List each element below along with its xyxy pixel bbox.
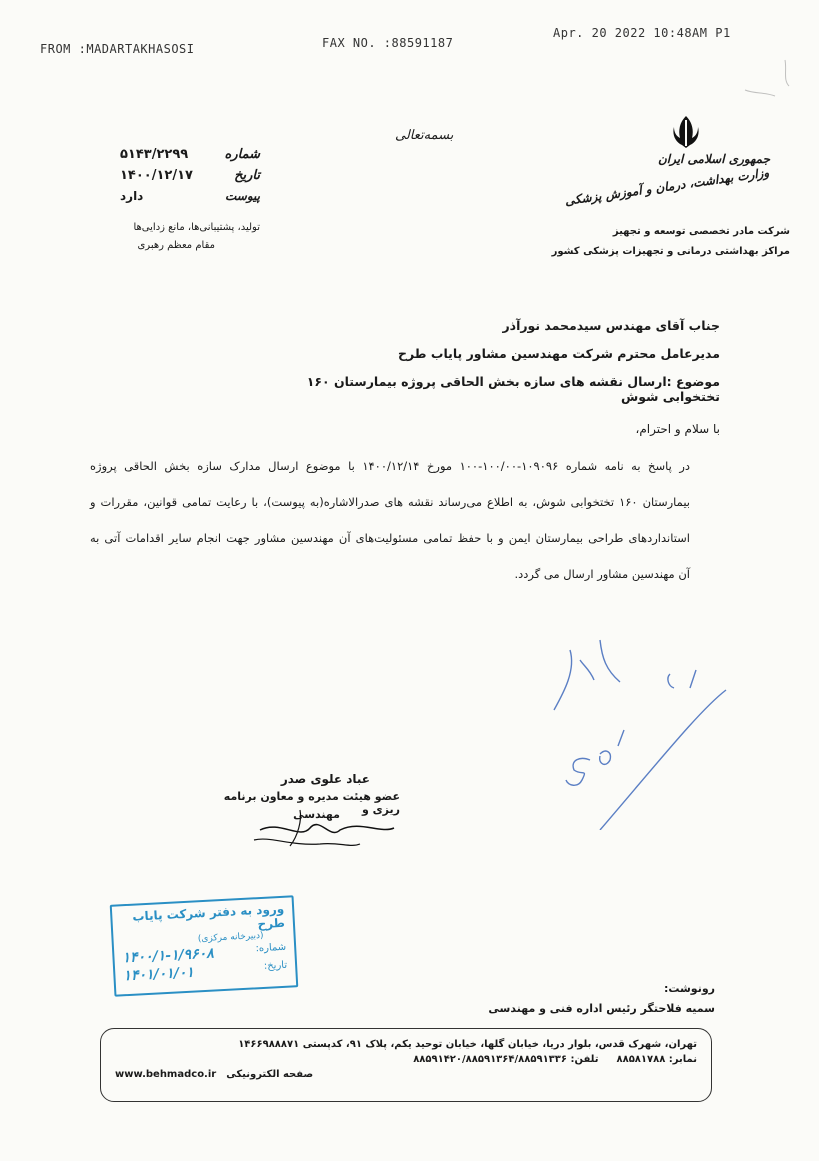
slogan-source: مقام معظم رهبری xyxy=(137,240,215,251)
footer-fax: نمابر: ۸۸۵۸۱۷۸۸ xyxy=(616,1054,697,1065)
fax-date-page: Apr. 20 2022 10:48AM P1 xyxy=(553,26,731,40)
letter-attachment-row xyxy=(120,186,260,206)
org-name-2: مراکز بهداشتی درمانی و تجهیزات پزشکی کشور xyxy=(551,246,790,257)
invocation: بسمه‌تعالی xyxy=(395,128,454,143)
footer-contact-box xyxy=(100,1028,712,1102)
letter-attachment-value: دارد xyxy=(120,189,144,203)
letter-number-row xyxy=(120,144,260,166)
iran-emblem-icon xyxy=(666,112,706,152)
letter-date-label: تاریخ xyxy=(234,168,260,183)
letter-body xyxy=(90,448,690,592)
letter-meta xyxy=(120,144,260,206)
body-line-4: آن مهندسین مشاور ارسال می گردد. xyxy=(514,567,690,581)
stamp-date-label: تاریخ: xyxy=(263,959,288,972)
greeting: با سلام و احترام، xyxy=(635,422,720,436)
stamp-date-value: ۱۴۰۱/۰۱/۰۱ xyxy=(123,964,195,985)
fax-from: FROM :MADARTAKHASOSI xyxy=(40,42,195,56)
handwritten-annotation xyxy=(540,630,740,830)
footer-phones-row xyxy=(101,1050,711,1065)
stamp-number-label: شماره: xyxy=(255,941,287,955)
body-line-3: استانداردهای طراحی بیمارستان ایمن و با حفظ تمامی مسئولیت‌های آن مهندسین مشاور جهت انجام سایر اقدامات آتی به xyxy=(90,531,690,545)
stamp-title: ورود به دفتر شرکت پایاب طرح xyxy=(132,901,286,932)
ministry-line1: جمهوری اسلامی ایران xyxy=(657,152,770,166)
fax-number: FAX NO. :88591187 xyxy=(322,36,454,50)
ministry-line2: وزارت بهداشت، درمان و آموزش پزشکی xyxy=(564,165,770,208)
letter-number-label: شماره xyxy=(224,147,260,162)
stamp-subtitle: (دبیرخانه مرکزی) xyxy=(197,930,264,945)
stamp-number-value: ۱۴۰۰/۱-۱/۹۶۰۸ xyxy=(122,945,215,967)
slogan: تولید، پشتیبانی‌ها، مانع زدایی‌ها xyxy=(133,222,260,233)
handwritten-note-text xyxy=(540,630,541,631)
signatory-title: عضو هیئت مدیره و معاون برنامه ریزی و xyxy=(223,790,400,816)
footer-address: تهران، شهرک قدس، بلوار دریا، خیابان گلها، خیابان توحید یکم، پلاک ۹۱، کدپستی ۱۴۶۶۹۸۸۸۷۱ xyxy=(238,1039,697,1050)
letter-date-row xyxy=(120,166,260,186)
signatory-title-2: مهندسی xyxy=(293,808,340,821)
scan-artifact xyxy=(735,50,805,110)
cc-label: رونوشت: xyxy=(663,982,715,995)
org-name-1: شرکت مادر تخصصی توسعه و تجهیز xyxy=(612,226,790,237)
registration-stamp xyxy=(110,895,299,997)
recipient-name: جناب آقای مهندس سیدمحمد نورآذر xyxy=(502,318,720,333)
letter-date-value: ۱۴۰۰/۱۲/۱۷ xyxy=(120,168,193,183)
footer-website[interactable]: www.behmadco.ir xyxy=(115,1069,217,1080)
footer-website-row xyxy=(101,1065,515,1080)
body-line-2: بیمارستان ۱۶۰ تختخوابی شوش، به اطلاع می‌رساند نقشه های صدرالاشاره(به پیوست)، با رعایت تمامی قوانین، مقررات و xyxy=(90,495,690,509)
footer-phone: تلفن: ۸۸۵۹۱۴۲۰/۸۸۵۹۱۳۶۴/۸۸۵۹۱۳۳۶ xyxy=(413,1054,599,1065)
signatory-name: عباد علوی صدر xyxy=(280,772,370,786)
footer-website-label: صفحه الکترونیکی xyxy=(226,1069,314,1080)
letter-subject: موضوع :ارسال نقشه های سازه بخش الحاقی پروژه بیمارستان ۱۶۰ تختخوابی شوش xyxy=(306,374,720,404)
recipient-title: مدیرعامل محترم شرکت مهندسین مشاور پایاب طرح xyxy=(398,346,720,361)
body-line-1: در پاسخ به نامه شماره ۱۰۹۰۹۶-۱۰۰/۰۰-۱۰۰ مورخ ۱۴۰۰/۱۲/۱۴ با موضوع ارسال مدارک سازه بخش الحاقی پروژه xyxy=(90,459,690,473)
signature-icon xyxy=(240,800,400,855)
letter-number-value: ۵۱۴۳/۲۲۹۹ xyxy=(120,147,189,162)
letter-attachment-label: پیوست xyxy=(225,189,260,203)
cc-recipient: سمیه فلاحتگر رئیس اداره فنی و مهندسی xyxy=(488,1002,715,1015)
